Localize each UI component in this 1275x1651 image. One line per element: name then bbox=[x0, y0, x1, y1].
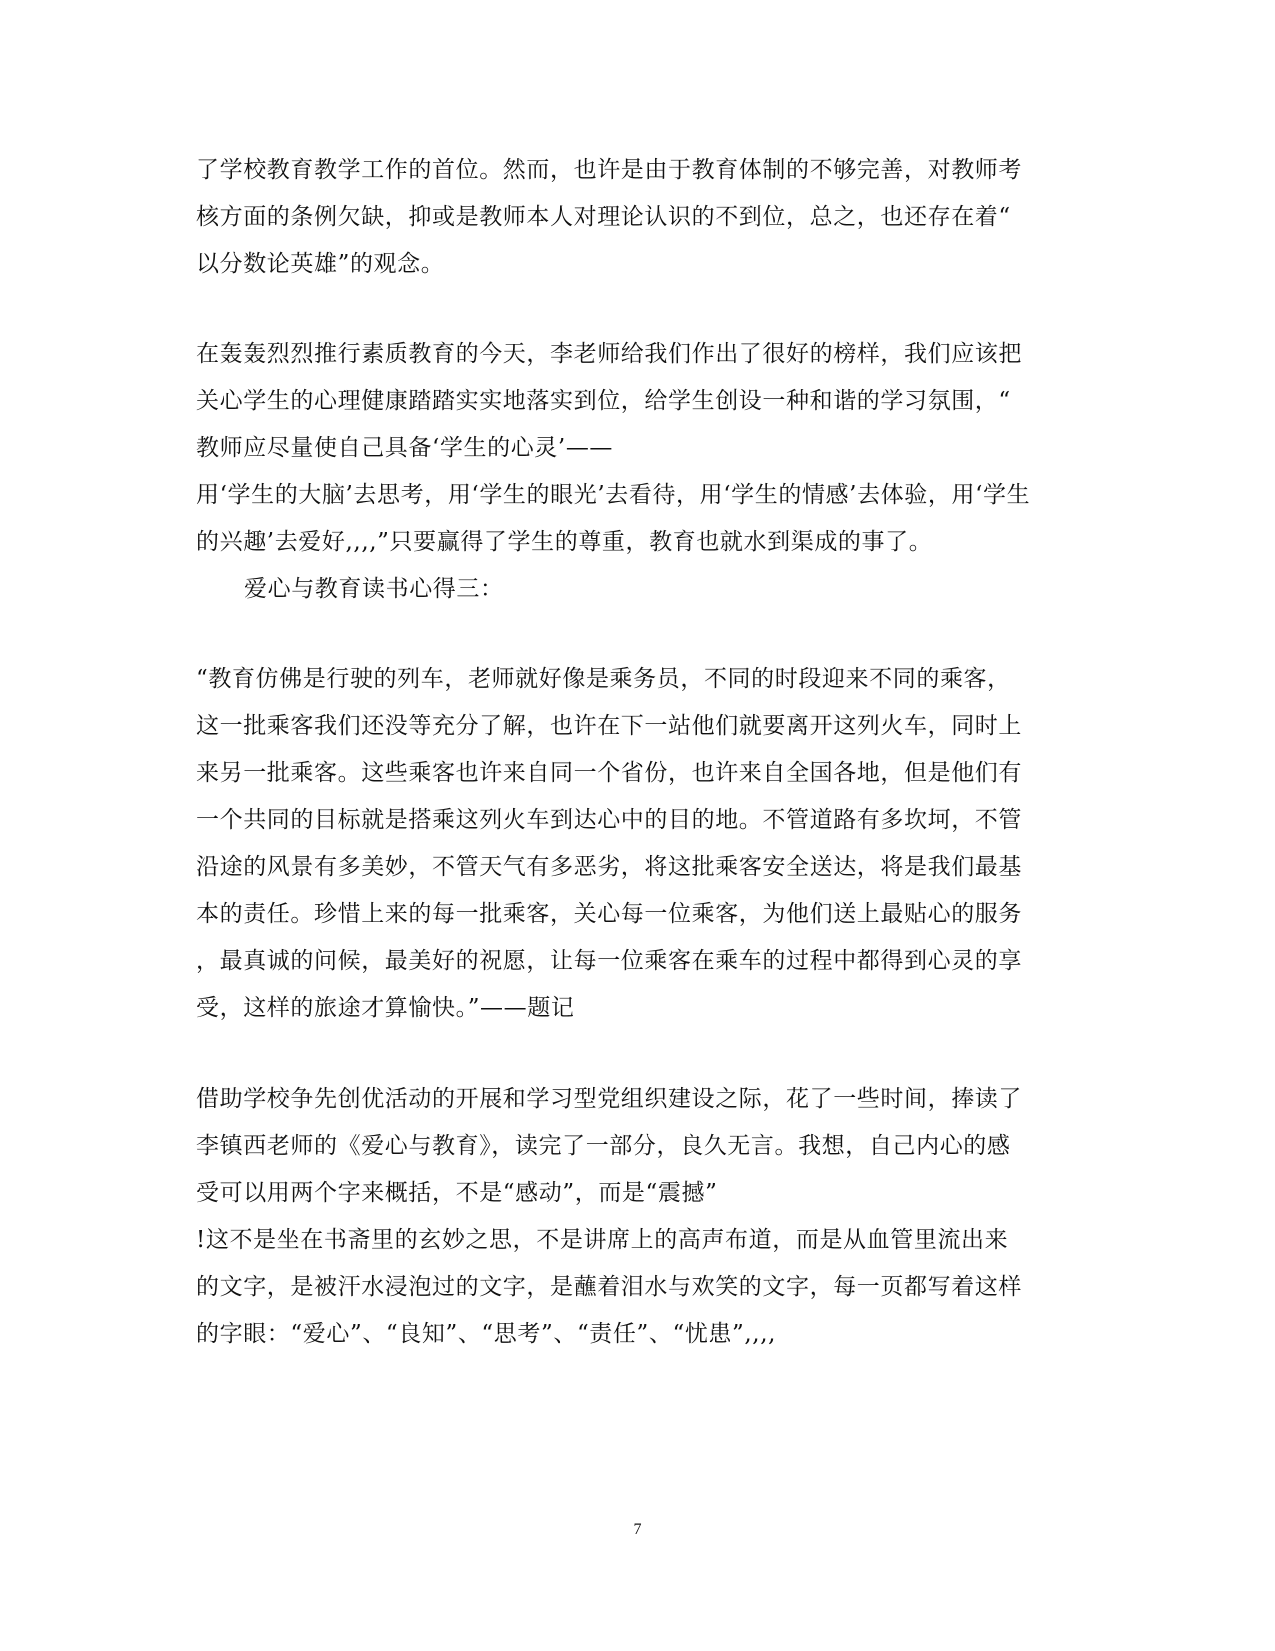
text-line: 这一批乘客我们还没等充分了解，也许在下一站他们就要离开这列火车，同时上 bbox=[196, 713, 1022, 739]
text-line: 的兴趣’去爱好,,,,”只要赢得了学生的尊重，教育也就水到渠成的事了。 bbox=[196, 529, 933, 555]
text-line: 了学校教育教学工作的首位。然而，也许是由于教育体制的不够完善，对教师考 bbox=[196, 157, 1022, 183]
text-line: 受，这样的旅途才算愉快。”——题记 bbox=[196, 995, 575, 1021]
text-line: 以分数论英雄”的观念。 bbox=[196, 251, 445, 277]
text-line: 来另一批乘客。这些乘客也许来自同一个省份，也许来自全国各地，但是他们有 bbox=[196, 760, 1022, 786]
text-line: 借助学校争先创优活动的开展和学习型党组织建设之际，花了一些时间，捧读了 bbox=[196, 1086, 1022, 1112]
page-number: 7 bbox=[633, 1521, 642, 1538]
text-line: 核方面的条例欠缺，抑或是教师本人对理论认识的不到位，总之，也还存在着“ bbox=[196, 204, 1011, 230]
text-line: “教育仿佛是行驶的列车，老师就好像是乘务员，不同的时段迎来不同的乘客， bbox=[196, 666, 1011, 692]
text-line: 本的责任。珍惜上来的每一批乘客，关心每一位乘客，为他们送上最贴心的服务 bbox=[196, 901, 1022, 927]
text-line: 在轰轰烈烈推行素质教育的今天，李老师给我们作出了很好的榜样，我们应该把 bbox=[196, 341, 1022, 367]
text-line: ，最真诚的问候，最美好的祝愿，让每一位乘客在乘车的过程中都得到心灵的享 bbox=[196, 948, 1022, 974]
text-line: !这不是坐在书斋里的玄妙之思，不是讲席上的高声布道，而是从血管里流出来 bbox=[196, 1227, 1009, 1253]
text-line: 的文字，是被汗水浸泡过的文字，是蘸着泪水与欢笑的文字，每一页都写着这样 bbox=[196, 1274, 1022, 1300]
text-line: 的字眼：“爱心”、“良知”、“思考”、“责任”、“忧患”,,,, bbox=[196, 1321, 777, 1347]
text-line: 用‘学生的大脑’去思考，用‘学生的眼光’去看待，用‘学生的情感’去体验，用‘学生 bbox=[196, 482, 1031, 508]
text-line: 沿途的风景有多美妙，不管天气有多恶劣，将这批乘客安全送达，将是我们最基 bbox=[196, 854, 1022, 880]
text-line: 李镇西老师的《爱心与教育》，读完了一部分，良久无言。我想，自己内心的感 bbox=[196, 1133, 1011, 1159]
text-line: 关心学生的心理健康踏踏实实地落实到位，给学生创设一种和谐的学习氛围，“ bbox=[196, 388, 1011, 414]
text-line: 一个共同的目标就是搭乘这列火车到达心中的目的地。不管道路有多坎坷，不管 bbox=[196, 807, 1022, 833]
text-line: 教师应尽量使自己具备‘学生的心灵’—— bbox=[196, 435, 614, 461]
section-heading: 爱心与教育读书心得三： bbox=[244, 576, 504, 602]
text-line: 受可以用两个字来概括，不是“感动”，而是“震撼” bbox=[196, 1180, 718, 1206]
